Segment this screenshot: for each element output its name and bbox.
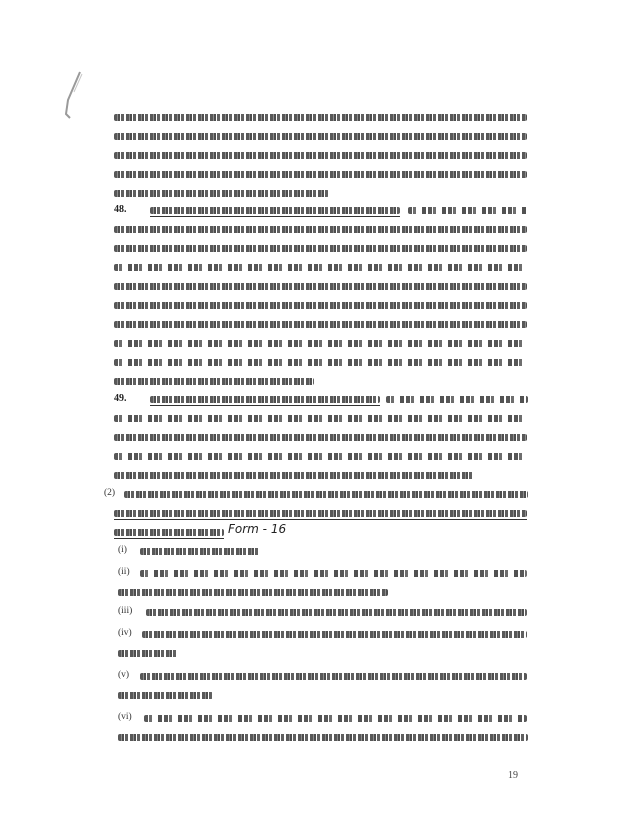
text-line [142, 631, 527, 638]
text-line [114, 434, 527, 441]
text-line [114, 302, 527, 309]
heading-underline [150, 405, 380, 406]
section-heading [150, 207, 400, 214]
text-line [118, 650, 178, 657]
item-label: (vi) [118, 712, 132, 722]
item-label: (i) [118, 545, 127, 555]
text-line [114, 171, 527, 178]
item-label: (ii) [118, 567, 130, 577]
text-line [140, 570, 527, 577]
text-line [114, 283, 527, 290]
section-number: 48. [114, 204, 127, 215]
text-line [118, 589, 388, 596]
text-line [114, 529, 224, 536]
text-line [118, 692, 213, 699]
text-line [140, 548, 260, 555]
text-line [114, 226, 527, 233]
text-line [114, 245, 527, 252]
text-line [386, 396, 528, 403]
page-number: 19 [508, 770, 518, 781]
text-line [114, 321, 527, 328]
item-label: (iii) [118, 606, 133, 616]
item-label: (iv) [118, 628, 132, 638]
text-line [114, 152, 527, 159]
text-line [408, 207, 528, 214]
text-line [114, 114, 527, 121]
heading-underline [150, 216, 400, 217]
text-line [114, 510, 527, 517]
text-line [114, 378, 314, 385]
text-line [114, 453, 527, 460]
text-underline [114, 519, 527, 520]
pen-mark [58, 70, 88, 122]
text-line [114, 264, 527, 271]
text-line [114, 359, 527, 366]
text-line [114, 340, 527, 347]
text-line [144, 715, 527, 722]
section-heading [150, 396, 380, 403]
text-line [114, 190, 329, 197]
text-line [114, 472, 474, 479]
text-line [114, 415, 527, 422]
text-underline [114, 538, 224, 539]
text-line [124, 491, 528, 498]
text-line [146, 609, 527, 616]
text-line [118, 734, 528, 741]
section-number: 49. [114, 393, 127, 404]
item-label: (v) [118, 670, 130, 680]
handwritten-form-label: Form - 16 [228, 522, 287, 536]
subclause-label: (2) [104, 488, 116, 498]
text-line [114, 133, 527, 140]
text-line [140, 673, 527, 680]
